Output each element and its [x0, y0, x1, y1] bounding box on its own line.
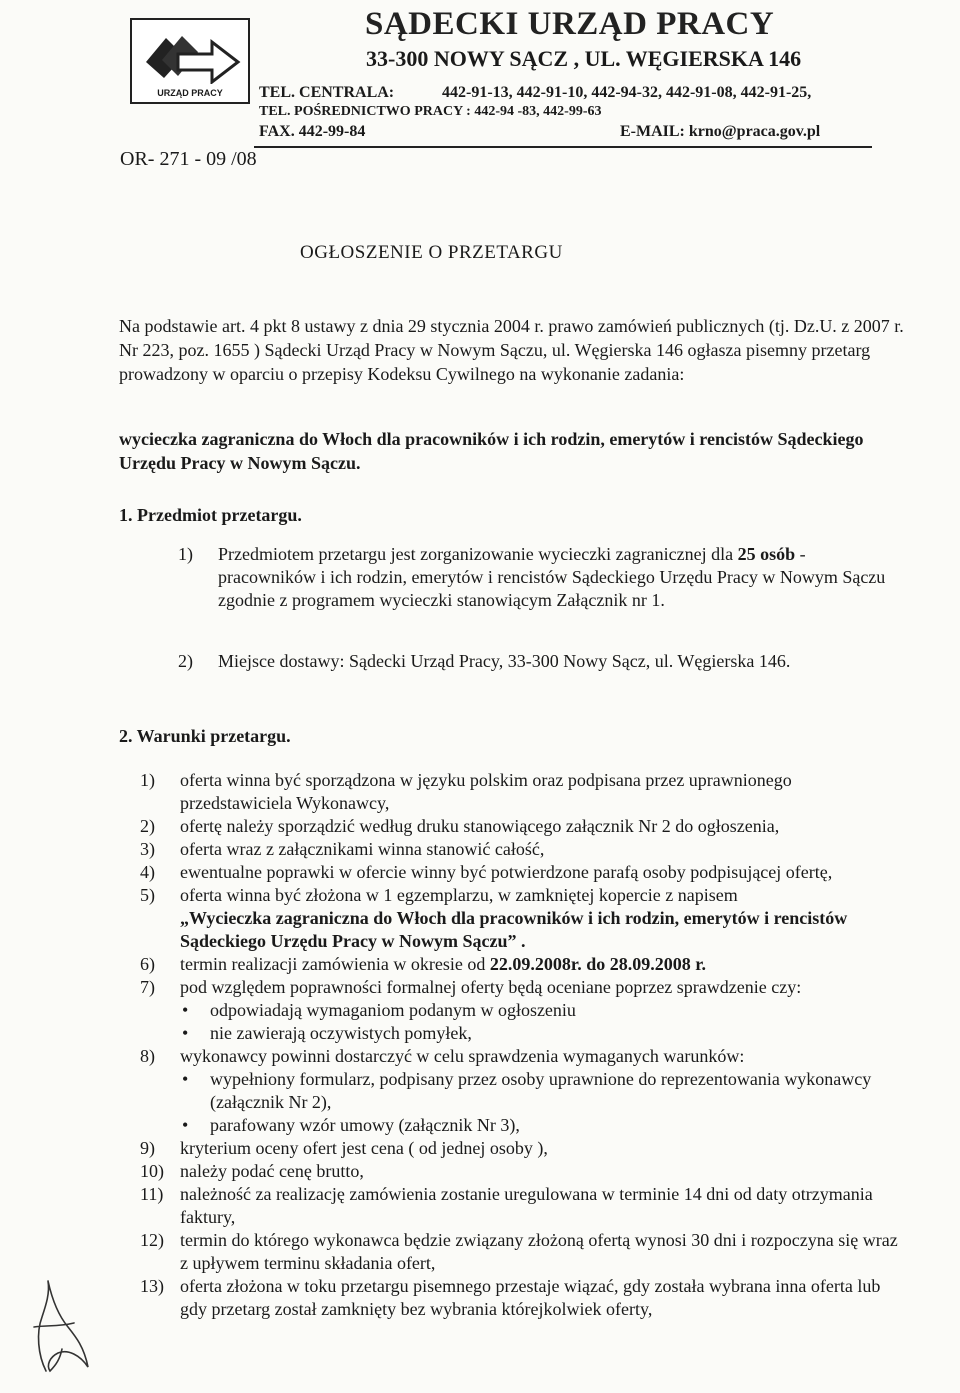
list-item — [140, 1160, 904, 1183]
list-item-emphasis: „Wycieczka zagraniczna do Włoch dla pracowników i ich rodzin, emerytów i rencistów Sądeckiego Urzędu Pracy w Nowym Sączu” . — [180, 908, 848, 951]
list-item-number: 2) — [140, 816, 155, 836]
list-item — [140, 769, 904, 815]
list-item: 1) Przedmiotem przetargu jest zorganizowanie wycieczki zagranicznej dla 25 osób - pracowników i ich rodzin, emerytów i rencistów Sądeckiego Urzędu Pracy w Nowym Sączu zgodnie z programem wycieczki stanowiącym Załącznik nr 1. — [178, 544, 886, 610]
list-item — [140, 1229, 904, 1275]
list-item-number: 10) — [140, 1161, 164, 1181]
list-item-text: należność za realizację zamówienia zostanie uregulowana w terminie 14 dni od daty otrzymania faktury, — [180, 1184, 873, 1227]
list-item — [140, 1137, 904, 1160]
reference-number: OR- 271 - 09 /08 — [120, 148, 257, 170]
section-1-list — [178, 543, 904, 673]
section-1-heading: 1. Przedmiot przetargu. — [119, 505, 302, 525]
list-item-number: 3) — [140, 839, 155, 859]
header-divider — [254, 146, 872, 148]
phone-central — [259, 84, 812, 102]
bullet-item: • wypełniony formularz, podpisany przez osoby uprawnione do reprezentowania wykonawcy (załącznik Nr 2), — [180, 1068, 904, 1114]
list-item — [140, 1183, 904, 1229]
list-item-number: 4) — [140, 862, 155, 882]
email-address: E-MAIL: krno@praca.gov.pl — [620, 123, 821, 140]
logo — [130, 18, 250, 104]
bullet-item: • nie zawierają oczywistych pomyłek, — [180, 1022, 904, 1045]
list-item-text: pod względem poprawności formalnej oferty będą oceniane poprzez sprawdzenie czy: — [180, 977, 802, 997]
list-item-text: oferta winna być sporządzona w języku polskim oraz podpisana przez uprawnionego przedstawiciela Wykonawcy, — [180, 770, 792, 813]
section-2-heading: 2. Warunki przetargu. — [119, 726, 291, 746]
list-item — [140, 1045, 904, 1137]
list-item — [140, 953, 904, 976]
list-item-number: 7) — [140, 977, 155, 997]
logo-text: URZĄD PRACY — [157, 88, 223, 98]
intro-paragraph: Na podstawie art. 4 pkt 8 ustawy z dnia 29 stycznia 2004 r. prawo zamówień publicznych (tj. Dz.U. z 2007 r. Nr 223, poz. 1655 ) Sądecki Urząd Pracy w Nowym Sączu, ul. Węgierska 146 ogłasza pisemny przetarg prowadzony w oparciu o przepisy Kodeksu Cywilnego na wykonanie zadania: — [119, 316, 904, 384]
bullet-item: • odpowiadają wymaganiom podanym w ogłoszeniu — [180, 999, 904, 1022]
bullet-item: • parafowany wzór umowy (załącznik Nr 3), — [180, 1114, 904, 1137]
phone-central-numbers: 442-91-13, 442-91-10, 442-94-32, 442-91-08, 442-91-25, — [442, 84, 812, 101]
handwritten-signature — [28, 1275, 98, 1375]
logo-arrow-icon — [138, 24, 242, 84]
list-item-number: 11) — [140, 1184, 164, 1204]
list-item-text: kryterium oceny ofert jest cena ( od jednej osoby ), — [180, 1138, 548, 1158]
list-item-number: 12) — [140, 1230, 164, 1250]
list-item-number: 1) — [140, 770, 155, 790]
list-item-number: 9) — [140, 1138, 155, 1158]
list-item-text: termin realizacji zamówienia w okresie od — [180, 954, 490, 974]
list-item-text: ofertę należy sporządzić według druku stanowiącego załącznik Nr 2 do ogłoszenia, — [180, 816, 780, 836]
section-2-list — [140, 769, 904, 1321]
list-item-text: oferta winna być złożona w 1 egzemplarzu, w zamkniętej kopercie z napisem — [180, 885, 738, 905]
list-item-text: oferta wraz z załącznikami winna stanowić całość, — [180, 839, 545, 859]
phone-central-label: TEL. CENTRALA: — [259, 84, 395, 101]
list-item — [140, 1275, 904, 1321]
list-item-text: oferta złożona w toku przetargu pisemnego przestaje wiązać, gdy została wybrana inna oferta lub gdy przetarg został zamknięty bez wybrania którejkolwiek oferty, — [180, 1276, 881, 1319]
list-item-emphasis: 22.09.2008r. do 28.09.2008 r. — [489, 954, 707, 974]
fax-number: FAX. 442-99-84 — [259, 123, 366, 140]
institution-address: 33-300 NOWY SĄCZ , UL. WĘGIERSKA 146 — [366, 46, 802, 71]
list-item-number: 5) — [140, 885, 155, 905]
list-item: 2) Miejsce dostawy: Sądecki Urząd Pracy, 33-300 Nowy Sącz, ul. Węgierska 146. — [178, 651, 791, 671]
institution-name: SĄDECKI URZĄD PRACY — [365, 6, 775, 42]
list-item — [140, 976, 904, 1045]
document-title: OGŁOSZENIE O PRZETARGU — [300, 242, 563, 263]
list-item — [140, 815, 904, 838]
list-item-number: 8) — [140, 1046, 155, 1066]
list-item-text: należy podać cenę brutto, — [180, 1161, 364, 1181]
list-item-text: wykonawcy powinni dostarczyć w celu sprawdzenia wymaganych warunków: — [180, 1046, 745, 1066]
tender-subject: wycieczka zagraniczna do Włoch dla pracowników i ich rodzin, emerytów i rencistów Sądeckiego Urzędu Pracy w Nowym Sączu. — [119, 429, 864, 473]
list-item-text: ewentualne poprawki w ofercie winny być potwierdzone parafą osoby podpisującej ofertę, — [180, 862, 833, 882]
list-item — [140, 838, 904, 861]
fax-email-line — [259, 123, 821, 141]
list-item-number: 13) — [140, 1276, 164, 1296]
list-item-number: 6) — [140, 954, 155, 974]
phone-placement: TEL. POŚREDNICTWO PRACY : 442-94 -83, 442-99-63 — [259, 104, 602, 119]
list-item — [140, 861, 904, 884]
list-item — [140, 884, 904, 953]
list-item-text: termin do którego wykonawca będzie związany złożoną ofertą wynosi 30 dni i rozpoczyna się wraz z upływem terminu składania ofert, — [180, 1230, 898, 1273]
